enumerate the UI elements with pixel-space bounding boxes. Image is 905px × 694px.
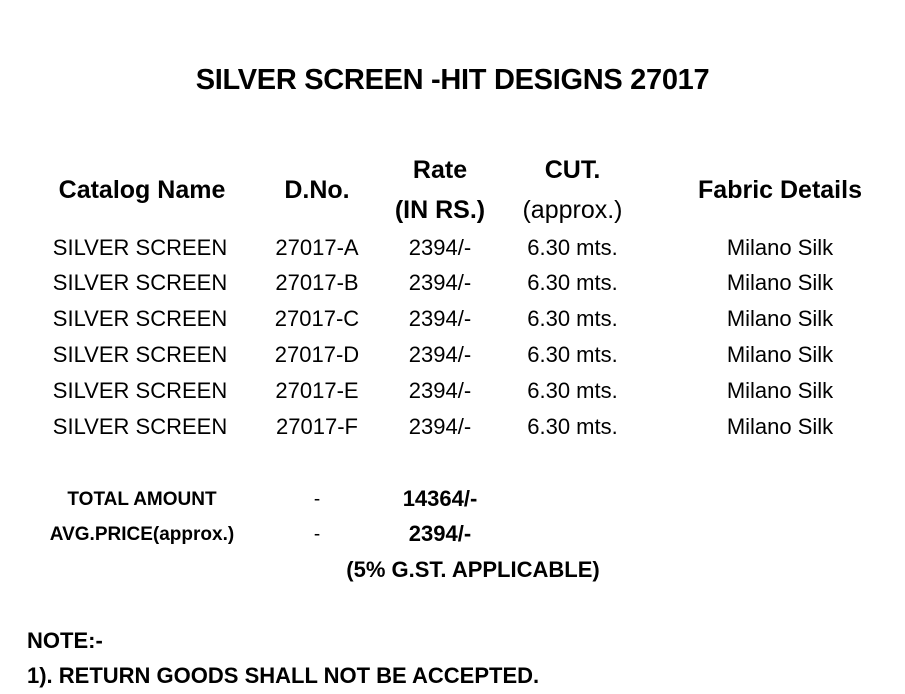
fabric-cell: Milano Silk [726, 378, 834, 403]
rate-cell: 2394/- [408, 235, 472, 260]
cut-cell: 6.30 mts. [527, 414, 618, 439]
header-rate-unit: (IN RS.) [394, 196, 486, 224]
cut-cell: 6.30 mts. [527, 270, 618, 295]
design-number-cell: 27017-E [275, 378, 359, 403]
cut-cell: 6.30 mts. [527, 235, 618, 260]
catalog-name-cell: SILVER SCREEN [52, 270, 228, 295]
catalog-name-cell: SILVER SCREEN [52, 342, 228, 367]
rate-cell: 2394/- [408, 342, 472, 367]
design-number-cell: 27017-A [275, 235, 359, 260]
design-number-cell: 27017-F [276, 414, 358, 439]
catalog-name-cell: SILVER SCREEN [52, 235, 228, 260]
rate-cell: 2394/- [408, 378, 472, 403]
note-heading: NOTE:- [27, 628, 103, 653]
total-amount-dash: - [313, 489, 321, 510]
avg-price-label: AVG.PRICE(approx.) [49, 524, 235, 545]
header-catalog-name: Catalog Name [58, 176, 226, 204]
note-item: 1). RETURN GOODS SHALL NOT BE ACCEPTED. [27, 663, 540, 688]
gst-note: (5% G.ST. APPLICABLE) [346, 557, 600, 582]
page-title: SILVER SCREEN -HIT DESIGNS 27017 [195, 64, 710, 96]
cut-cell: 6.30 mts. [527, 378, 618, 403]
total-amount-value: 14364/- [402, 486, 478, 511]
fabric-cell: Milano Silk [726, 342, 834, 367]
cut-cell: 6.30 mts. [527, 306, 618, 331]
header-cut-approx: (approx.) [522, 196, 623, 224]
catalog-name-cell: SILVER SCREEN [52, 306, 228, 331]
design-number-cell: 27017-B [275, 270, 359, 295]
catalog-name-cell: SILVER SCREEN [52, 378, 228, 403]
design-number-cell: 27017-D [274, 342, 360, 367]
avg-price-value: 2394/- [408, 521, 472, 546]
header-design-number: D.No. [284, 176, 350, 204]
fabric-cell: Milano Silk [726, 414, 834, 439]
rate-cell: 2394/- [408, 270, 472, 295]
rate-cell: 2394/- [408, 306, 472, 331]
fabric-cell: Milano Silk [726, 306, 834, 331]
header-cut: CUT. [544, 156, 601, 184]
catalog-name-cell: SILVER SCREEN [52, 414, 228, 439]
fabric-cell: Milano Silk [726, 270, 834, 295]
avg-price-dash: - [313, 524, 321, 545]
header-rate: Rate [412, 156, 468, 184]
total-amount-label: TOTAL AMOUNT [67, 489, 217, 510]
header-fabric-details: Fabric Details [698, 176, 862, 204]
rate-cell: 2394/- [408, 414, 472, 439]
fabric-cell: Milano Silk [726, 235, 834, 260]
cut-cell: 6.30 mts. [527, 342, 618, 367]
design-number-cell: 27017-C [274, 306, 360, 331]
